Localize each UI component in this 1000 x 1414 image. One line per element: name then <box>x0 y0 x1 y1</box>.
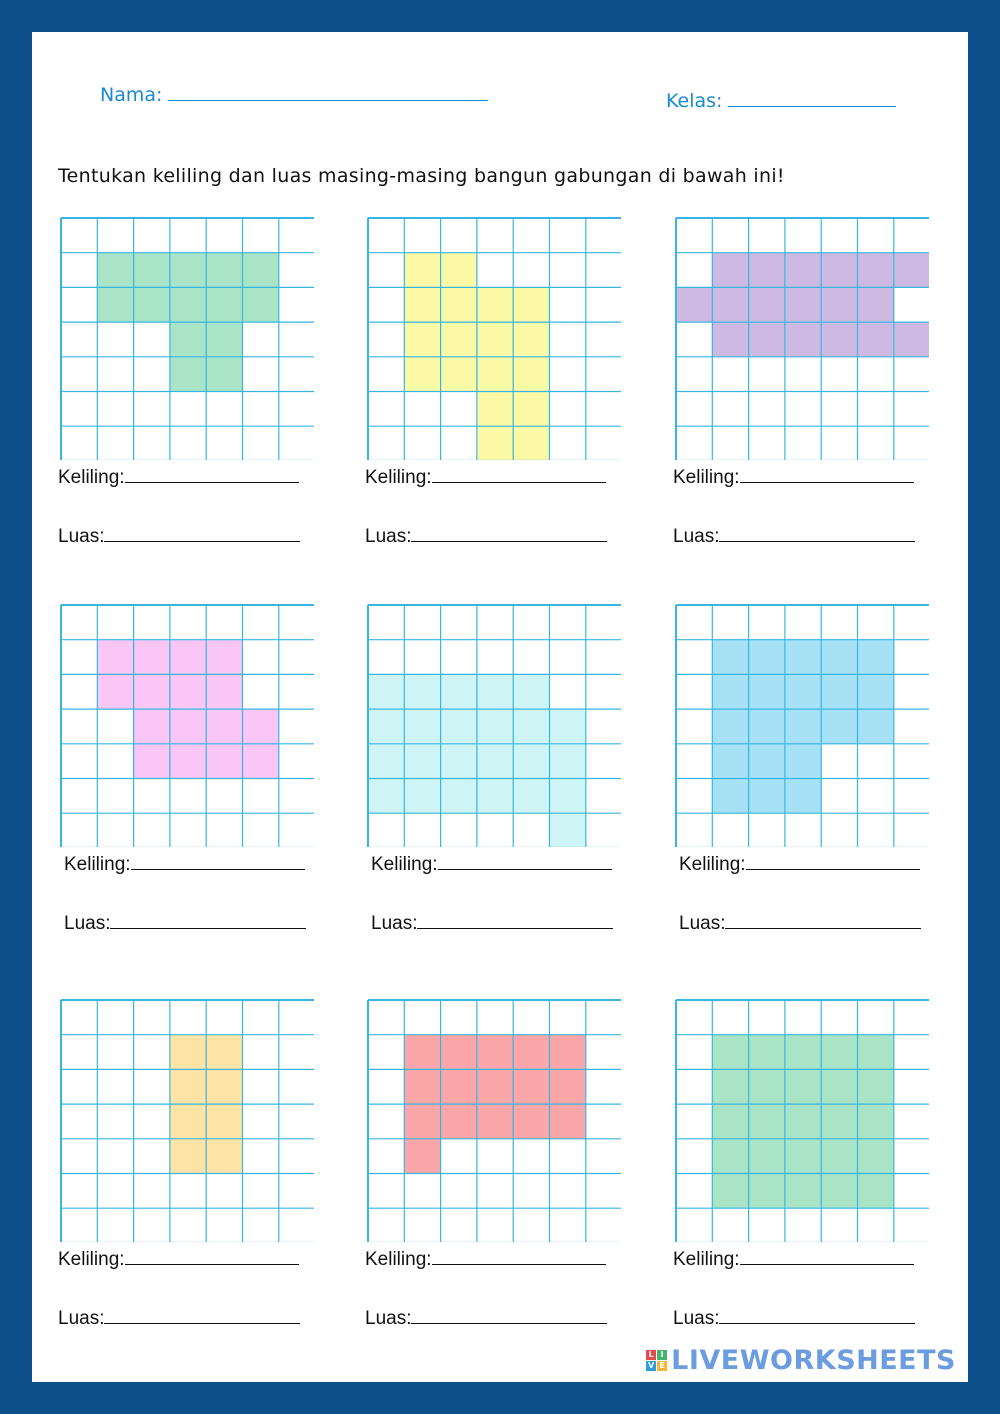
keliling-label: Keliling: <box>673 1249 740 1270</box>
shaded-cell <box>404 287 440 322</box>
shaded-cell <box>134 287 170 322</box>
grid-svg <box>60 999 314 1242</box>
keliling-label: Keliling: <box>58 467 125 488</box>
shaded-cell <box>894 322 929 357</box>
shaded-cell <box>821 640 857 675</box>
luas-answer-line[interactable] <box>110 912 306 929</box>
shaded-cell <box>749 1104 785 1139</box>
luas-answer-line[interactable] <box>411 525 607 542</box>
shaded-cell <box>749 287 785 322</box>
shaded-cell <box>785 1069 821 1104</box>
keliling-field-6[interactable] <box>679 853 920 876</box>
shaded-cell <box>821 253 857 288</box>
keliling-answer-line[interactable] <box>746 853 920 870</box>
shaded-cell <box>858 253 894 288</box>
luas-field-3[interactable] <box>673 525 915 548</box>
keliling-label: Keliling: <box>365 1249 432 1270</box>
shaded-cell <box>206 1069 242 1104</box>
shaded-cell <box>858 1174 894 1209</box>
shaded-cell <box>749 1139 785 1174</box>
shaded-cell <box>821 1035 857 1070</box>
logo-letter: L <box>646 1350 656 1360</box>
shaded-cell <box>170 709 206 744</box>
shaded-cell <box>712 779 748 814</box>
shaded-cell <box>550 744 586 779</box>
shaded-cell <box>206 357 242 392</box>
keliling-answer-line[interactable] <box>125 1248 299 1265</box>
shaded-cell <box>513 392 549 427</box>
shape-grid-2 <box>367 217 621 460</box>
grid-svg <box>60 217 314 460</box>
brand-name: LIVEWORKSHEETS <box>671 1345 956 1376</box>
luas-field-6[interactable] <box>679 912 921 935</box>
shape-grid-1 <box>60 217 314 460</box>
shaded-cell <box>858 322 894 357</box>
shaded-cell <box>513 1104 549 1139</box>
shaded-cell <box>821 1104 857 1139</box>
keliling-answer-line[interactable] <box>740 1248 914 1265</box>
shape-grid-7 <box>60 999 314 1242</box>
shaded-cell <box>170 1035 206 1070</box>
grid-svg <box>675 999 929 1242</box>
shaded-cell <box>712 287 748 322</box>
shaded-cell <box>749 322 785 357</box>
luas-field-5[interactable] <box>371 912 613 935</box>
shaded-cell <box>441 287 477 322</box>
shaded-cell <box>712 640 748 675</box>
shaded-cell <box>858 674 894 709</box>
grid-svg <box>675 217 929 460</box>
luas-answer-line[interactable] <box>104 525 300 542</box>
shaded-cell <box>477 709 513 744</box>
keliling-label: Keliling: <box>58 1249 125 1270</box>
luas-answer-line[interactable] <box>104 1307 300 1324</box>
shaded-cell <box>206 674 242 709</box>
luas-label: Luas: <box>365 526 412 547</box>
luas-label: Luas: <box>673 1308 720 1329</box>
shaded-cell <box>749 674 785 709</box>
keliling-label: Keliling: <box>371 854 438 875</box>
shaded-cell <box>785 1174 821 1209</box>
shaded-cell <box>170 640 206 675</box>
luas-field-9[interactable] <box>673 1307 915 1330</box>
shaded-cell <box>550 1035 586 1070</box>
luas-label: Luas: <box>58 526 105 547</box>
luas-label: Luas: <box>64 913 111 934</box>
shaded-cell <box>170 1069 206 1104</box>
shaded-cell <box>206 322 242 357</box>
luas-answer-line[interactable] <box>417 912 613 929</box>
keliling-field-4[interactable] <box>64 853 305 876</box>
shaded-cell <box>134 674 170 709</box>
liveworksheets-brand <box>646 1345 956 1376</box>
shaded-cell <box>749 253 785 288</box>
luas-field-2[interactable] <box>365 525 607 548</box>
shaded-cell <box>785 1139 821 1174</box>
shaded-cell <box>404 322 440 357</box>
shaded-cell <box>858 287 894 322</box>
shaded-cell <box>858 1035 894 1070</box>
shaded-cell <box>858 640 894 675</box>
shaded-cell <box>477 287 513 322</box>
shaded-cell <box>477 779 513 814</box>
shaded-cell <box>170 287 206 322</box>
shaded-cell <box>712 253 748 288</box>
shaded-cell <box>513 287 549 322</box>
shaded-cell <box>243 744 279 779</box>
shaded-cell <box>550 709 586 744</box>
logo-letter: E <box>657 1361 667 1371</box>
shaded-cell <box>404 1139 440 1174</box>
shaded-cell <box>243 709 279 744</box>
shape-grid-8 <box>367 999 621 1242</box>
shaded-cell <box>676 287 712 322</box>
shaded-cell <box>441 1069 477 1104</box>
shaded-cell <box>749 640 785 675</box>
shaded-cell <box>513 322 549 357</box>
shaded-cell <box>821 287 857 322</box>
shaded-cell <box>749 1069 785 1104</box>
name-label: Nama: <box>100 84 163 106</box>
shaded-cell <box>477 426 513 460</box>
shaded-cell <box>477 1035 513 1070</box>
shaded-cell <box>749 1035 785 1070</box>
shaded-cell <box>368 744 404 779</box>
shaded-cell <box>170 674 206 709</box>
shaded-cell <box>550 779 586 814</box>
shaded-cell <box>513 779 549 814</box>
keliling-label: Keliling: <box>365 467 432 488</box>
shaded-cell <box>170 322 206 357</box>
shaded-cell <box>712 744 748 779</box>
keliling-label: Keliling: <box>679 854 746 875</box>
shaded-cell <box>97 640 133 675</box>
shaded-cell <box>712 1069 748 1104</box>
shaded-cell <box>550 813 586 847</box>
grid-svg <box>367 217 621 460</box>
shaded-cell <box>513 426 549 460</box>
shaded-cell <box>785 322 821 357</box>
shape-grid-5 <box>367 604 621 847</box>
shaded-cell <box>441 1035 477 1070</box>
shaded-cell <box>550 1069 586 1104</box>
shaded-cell <box>441 709 477 744</box>
keliling-answer-line[interactable] <box>438 853 612 870</box>
shaded-cell <box>785 640 821 675</box>
shaded-cell <box>749 779 785 814</box>
shaded-cell <box>513 709 549 744</box>
luas-label: Luas: <box>371 913 418 934</box>
shaded-cell <box>441 253 477 288</box>
shaded-cell <box>513 744 549 779</box>
shaded-cell <box>170 1139 206 1174</box>
luas-label: Luas: <box>58 1308 105 1329</box>
keliling-answer-line[interactable] <box>432 466 606 483</box>
shaded-cell <box>513 357 549 392</box>
shaded-cell <box>712 1035 748 1070</box>
shaded-cell <box>477 1104 513 1139</box>
shaded-cell <box>97 674 133 709</box>
shaded-cell <box>170 253 206 288</box>
shaded-cell <box>821 322 857 357</box>
shaded-cell <box>404 709 440 744</box>
shaded-cell <box>170 744 206 779</box>
shaded-cell <box>894 253 929 288</box>
luas-answer-line[interactable] <box>411 1307 607 1324</box>
shaded-cell <box>477 1069 513 1104</box>
shaded-cell <box>404 1069 440 1104</box>
shaded-cell <box>858 1104 894 1139</box>
grid-svg <box>675 604 929 847</box>
luas-label: Luas: <box>365 1308 412 1329</box>
shaded-cell <box>785 709 821 744</box>
keliling-field-8[interactable] <box>365 1248 606 1271</box>
shaded-cell <box>441 744 477 779</box>
shaded-cell <box>404 1104 440 1139</box>
shaded-cell <box>712 674 748 709</box>
shaded-cell <box>170 357 206 392</box>
shaded-cell <box>206 1035 242 1070</box>
shaded-cell <box>404 1035 440 1070</box>
keliling-label: Keliling: <box>64 854 131 875</box>
shaded-cell <box>368 674 404 709</box>
shape-grid-9 <box>675 999 929 1242</box>
shaded-cell <box>441 322 477 357</box>
class-field[interactable] <box>666 88 896 112</box>
shaded-cell <box>368 709 404 744</box>
luas-field-4[interactable] <box>64 912 306 935</box>
shape-grid-6 <box>675 604 929 847</box>
shaded-cell <box>821 1174 857 1209</box>
shaded-cell <box>206 744 242 779</box>
worksheet-page <box>32 32 968 1382</box>
keliling-field-3[interactable] <box>673 466 914 489</box>
shaded-cell <box>441 779 477 814</box>
grid-svg <box>367 999 621 1242</box>
shaded-cell <box>785 744 821 779</box>
luas-field-1[interactable] <box>58 525 300 548</box>
shaded-cell <box>785 287 821 322</box>
shaded-cell <box>477 357 513 392</box>
keliling-field-5[interactable] <box>371 853 612 876</box>
shaded-cell <box>821 674 857 709</box>
shaded-cell <box>206 287 242 322</box>
shaded-cell <box>134 709 170 744</box>
name-line[interactable] <box>168 82 488 101</box>
shaded-cell <box>206 1104 242 1139</box>
shaded-cell <box>206 709 242 744</box>
shaded-cell <box>749 1174 785 1209</box>
shaded-cell <box>785 253 821 288</box>
grid-svg <box>367 604 621 847</box>
shaded-cell <box>404 779 440 814</box>
keliling-field-1[interactable] <box>58 466 299 489</box>
luas-label: Luas: <box>679 913 726 934</box>
luas-field-8[interactable] <box>365 1307 607 1330</box>
shaded-cell <box>441 357 477 392</box>
shaded-cell <box>477 322 513 357</box>
keliling-answer-line[interactable] <box>740 466 914 483</box>
shaded-cell <box>97 253 133 288</box>
shaded-cell <box>858 709 894 744</box>
shaded-cell <box>858 1139 894 1174</box>
shaded-cell <box>404 253 440 288</box>
shaded-cell <box>441 1104 477 1139</box>
luas-answer-line[interactable] <box>719 525 915 542</box>
shaded-cell <box>749 744 785 779</box>
shaded-cell <box>477 744 513 779</box>
shaded-cell <box>785 1035 821 1070</box>
logo-letter: I <box>657 1350 667 1360</box>
shaded-cell <box>749 709 785 744</box>
shaded-cell <box>206 253 242 288</box>
luas-label: Luas: <box>673 526 720 547</box>
shaded-cell <box>712 322 748 357</box>
shaded-cell <box>513 1035 549 1070</box>
shaded-cell <box>821 1139 857 1174</box>
name-field[interactable] <box>100 82 488 106</box>
shaded-cell <box>243 287 279 322</box>
shaded-cell <box>785 674 821 709</box>
shaded-cell <box>513 1069 549 1104</box>
shaded-cell <box>712 1104 748 1139</box>
class-line[interactable] <box>728 88 896 107</box>
shaded-cell <box>243 253 279 288</box>
keliling-answer-line[interactable] <box>432 1248 606 1265</box>
shaded-cell <box>477 674 513 709</box>
liveworksheets-logo-icon <box>646 1350 667 1371</box>
shaded-cell <box>550 1104 586 1139</box>
shaded-cell <box>170 1104 206 1139</box>
keliling-field-9[interactable] <box>673 1248 914 1271</box>
shaded-cell <box>368 779 404 814</box>
shaded-cell <box>477 392 513 427</box>
shaded-cell <box>821 709 857 744</box>
keliling-answer-line[interactable] <box>131 853 305 870</box>
grid-svg <box>60 604 314 847</box>
keliling-field-2[interactable] <box>365 466 606 489</box>
shaded-cell <box>134 744 170 779</box>
shaded-cell <box>134 253 170 288</box>
shaded-cell <box>134 640 170 675</box>
keliling-field-7[interactable] <box>58 1248 299 1271</box>
shaded-cell <box>206 1139 242 1174</box>
logo-letter: V <box>648 1361 655 1370</box>
class-label: Kelas: <box>666 90 723 112</box>
shaded-cell <box>441 674 477 709</box>
shaded-cell <box>206 640 242 675</box>
shaded-cell <box>858 1069 894 1104</box>
shaded-cell <box>785 1104 821 1139</box>
shaded-cell <box>712 1174 748 1209</box>
shaded-cell <box>97 287 133 322</box>
luas-answer-line[interactable] <box>725 912 921 929</box>
luas-field-7[interactable] <box>58 1307 300 1330</box>
luas-answer-line[interactable] <box>719 1307 915 1324</box>
keliling-label: Keliling: <box>673 467 740 488</box>
shaded-cell <box>821 1069 857 1104</box>
shaded-cell <box>785 779 821 814</box>
shaded-cell <box>513 674 549 709</box>
instruction-text: Tentukan keliling dan luas masing-masing bangun gabungan di bawah ini! <box>58 165 785 187</box>
shaded-cell <box>712 709 748 744</box>
shaded-cell <box>404 744 440 779</box>
shape-grid-4 <box>60 604 314 847</box>
shaded-cell <box>712 1139 748 1174</box>
shape-grid-3 <box>675 217 929 460</box>
keliling-answer-line[interactable] <box>125 466 299 483</box>
shaded-cell <box>404 357 440 392</box>
shaded-cell <box>404 674 440 709</box>
